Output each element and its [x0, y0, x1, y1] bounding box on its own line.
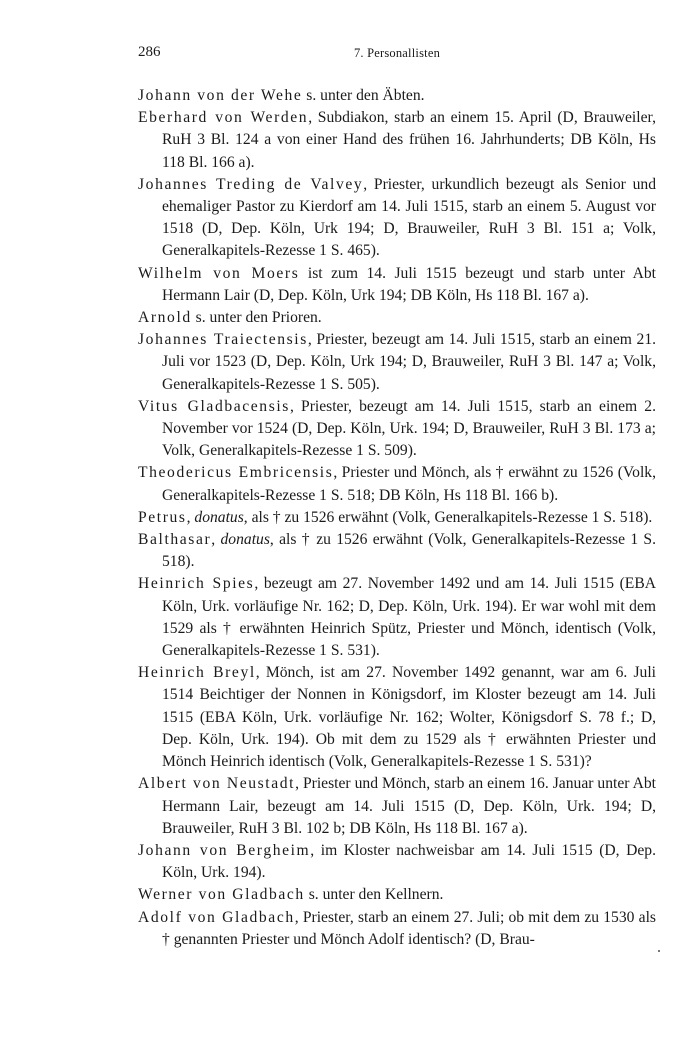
person-name: Petrus [138, 508, 187, 526]
entry-text: , Priester und Mönch, starb an einem 16. Januar unter Abt Hermann Lair, bezeugt am 14. Juli 1515 (D, Dep. Köln, Urk. 194; D, Brauweiler, RuH 3 Bl. 102 b; DB Köln, Hs 118 Bl. 167 a). [162, 775, 657, 837]
list-entry [138, 462, 656, 506]
entry-text: , im Kloster nachweisbar am 14. Juli 1515 (D, Dep. Köln, Urk. 194). [162, 841, 656, 882]
list-entry [138, 907, 656, 951]
list-entry [138, 662, 656, 773]
list-entry [138, 107, 656, 174]
status-italic: donatus [194, 508, 244, 526]
person-name: Eberhard von Werden [138, 109, 309, 127]
list-entry [138, 174, 656, 263]
entry-text-prefix: , [211, 531, 221, 549]
person-name: Heinrich Spies [138, 575, 255, 593]
page-number: 286 [138, 44, 161, 60]
entry-text: s. unter den Prioren. [191, 309, 322, 327]
list-entry [138, 840, 656, 884]
person-name: Heinrich Breyl [138, 664, 256, 682]
person-name: Theodericus Embricensis [138, 464, 334, 482]
entry-text: , Priester, bezeugt am 14. Juli 1515, starb an einem 2. November vor 1524 (D, Dep. Köln, Urk. 194; D, Brauweiler, RuH 3 Bl. 173 a; Volk, Generalkapitels-Rezesse 1 S. 509). [162, 397, 656, 460]
person-name: Albert von Neustadt [138, 775, 296, 793]
person-name: Vitus Gladbacensis [138, 397, 290, 415]
entry-text: , bezeugt am 27. November 1492 und am 14. Juli 1515 (EBA Köln, Urk. vorläufige Nr. 162; D, Dep. Köln, Urk. 194). Er war wohl mit dem 1529 als † erwähnten Heinrich Spütz, Priester und Mönch, identisch (Volk, Generalkapitels-Rezesse 1 S. 531). [162, 575, 656, 660]
entry-text: , Priester, bezeugt am 14. Juli 1515, starb an einem 21. Juli vor 1523 (D, Dep. Köln, Urk 194; D, Brauweiler, RuH 3 Bl. 147 a; Volk, Generalkapitels-Rezesse 1 S. 505). [162, 331, 657, 393]
person-name: Johannes Traiectensis [138, 331, 308, 349]
list-entry [138, 396, 656, 463]
person-name: Wilhelm von Moers [138, 264, 300, 282]
list-entry [138, 507, 656, 529]
status-italic: donatus [220, 531, 270, 549]
entry-text: s. unter den Äbten. [302, 87, 425, 104]
person-name: Werner von Gladbach [138, 886, 305, 904]
list-entry [138, 529, 656, 573]
entry-text: , als † zu 1526 erwähnt (Volk, Generalkapitels-Rezesse 1 S. 518). [162, 531, 657, 571]
list-entry [138, 329, 656, 396]
person-name: Adolf von Gladbach [138, 908, 295, 926]
person-name: Johannes Treding de Valvey [138, 175, 364, 193]
entry-text: s. unter den Kellnern. [304, 886, 444, 904]
entry-text: , als † zu 1526 erwähnt (Volk, Generalkapitels-Rezesse 1 S. 518). [243, 508, 653, 526]
scan-speck [658, 950, 660, 952]
page-header [138, 44, 656, 66]
person-name: Arnold [138, 309, 192, 327]
list-entry [138, 263, 656, 307]
entry-text: , Priester und Mönch, als † erwähnt zu 1526 (Volk, Generalkapitels-Rezesse 1 S. 518; DB Köln, Hs 118 Bl. 166 b). [162, 464, 656, 504]
person-name: Balthasar [138, 531, 212, 549]
entry-text: , Subdiakon, starb an einem 15. April (D, Brauweiler, RuH 3 Bl. 124 a von einer Hand des frühen 16. Jahrhunderts; DB Köln, Hs 118 Bl. 166 a). [162, 109, 656, 171]
list-entry [138, 85, 656, 107]
list-entry [138, 307, 656, 329]
list-entry [138, 573, 656, 662]
person-name: Johann von Bergheim [138, 841, 311, 859]
entry-text: ist zum 14. Juli 1515 bezeugt und starb unter Abt Hermann Lair (D, Dep. Köln, Urk 194; DB Köln, Hs 118 Bl. 167 a). [162, 264, 656, 304]
list-entry [138, 884, 656, 906]
entry-text-prefix: , [186, 508, 195, 526]
personnel-list [138, 85, 656, 951]
entry-text: , Mönch, ist am 27. November 1492 genannt, war am 6. Juli 1514 Beichtiger der Nonnen in Königsdorf, im Kloster bezeugt am 14. Juli 1515 (EBA Köln, Urk. vorläufige Nr. 162; Wolter, Königsdorf S. 78 f.; D, Dep. Köln, Urk. 194). Ob mit dem zu 1529 als † erwähnten Priester und Mönch Heinrich identisch (Volk, Generalkapitels-Rezesse 1 S. 531)? [162, 664, 656, 771]
list-entry [138, 773, 656, 840]
entry-text: , Priester, urkundlich bezeugt als Senior und ehemaliger Pastor zu Kierdorf am 14. Juli 1515, starb an einem 5. August vor 1518 (D, Dep. Köln, Urk 194; D, Brauweiler, RuH 3 Bl. 151 a; Volk, Generalkapitels-Rezesse 1 S. 465). [162, 175, 656, 260]
entry-text: , Priester, starb an einem 27. Juli; ob mit dem zu 1530 als † genannten Priester und Mönch Adolf identisch? (D, Brau- [162, 908, 656, 948]
person-name: Johann von der Wehe [138, 87, 303, 104]
running-title: 7. Personallisten [353, 46, 441, 60]
